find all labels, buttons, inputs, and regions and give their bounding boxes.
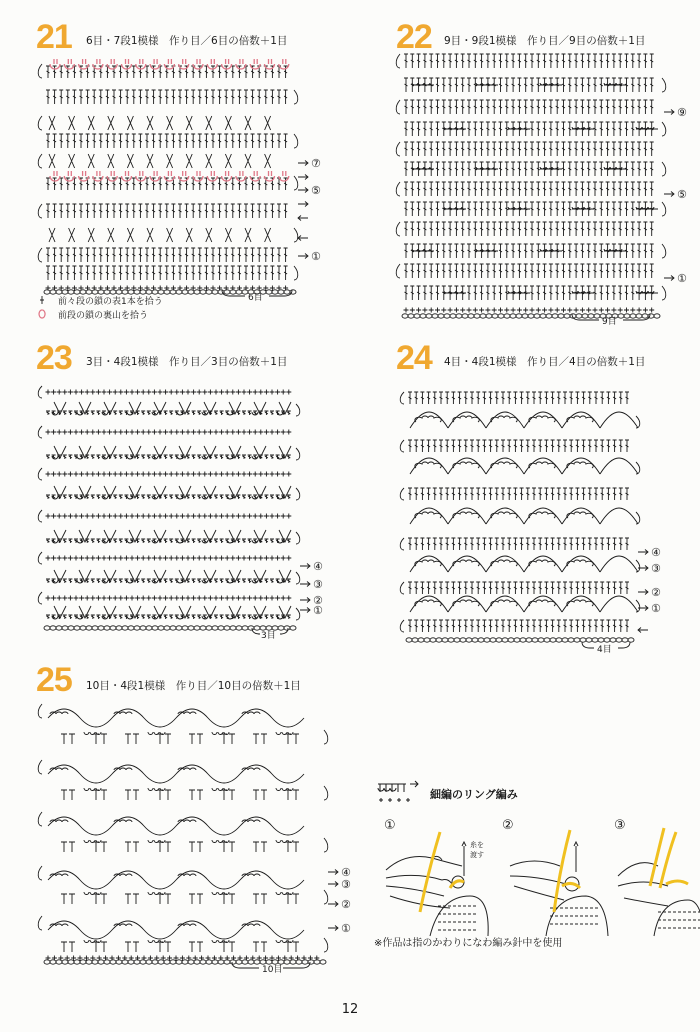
chain-wave	[50, 712, 260, 714]
row-marker: ⑦	[311, 157, 321, 170]
row-marker: ①	[313, 604, 323, 617]
row-marker: ④	[341, 866, 351, 879]
repeat-label: 4目	[597, 645, 612, 655]
turning-chain	[38, 760, 42, 774]
row-marker: ⑤	[677, 188, 687, 201]
wave-row	[48, 765, 304, 783]
repeat-label: 3目	[261, 631, 276, 641]
row-marker: ①	[651, 602, 661, 615]
chain-wave	[50, 874, 260, 876]
row-arrow	[328, 882, 338, 887]
row-arrow	[328, 870, 338, 875]
step-2-illustration	[506, 826, 616, 936]
pattern-number: 24	[396, 339, 432, 377]
wave-row	[48, 921, 304, 939]
double-crochet-group	[61, 894, 299, 904]
ring-stitch-symbol	[376, 776, 436, 806]
legend-item: 前段の鎖の裏山を拾う	[58, 311, 149, 321]
chain-wave	[50, 820, 260, 822]
pattern-number: 22	[396, 18, 432, 56]
chain-wave	[50, 768, 260, 770]
row-arrow	[328, 902, 338, 907]
legend-item: 前々段の鎖の表1本を拾う	[58, 297, 163, 307]
row-marker: ①	[677, 272, 687, 285]
step-label: ②	[502, 818, 514, 833]
turning-chain	[324, 730, 328, 744]
turning-chain	[324, 890, 328, 904]
wave-row	[48, 871, 304, 889]
ring-stitch-title: 細編のリング編み	[430, 788, 518, 801]
repeat-label: 9目	[602, 317, 617, 327]
pattern-number: 25	[36, 661, 72, 699]
turning-chain	[38, 704, 42, 718]
step-label: ③	[614, 818, 626, 833]
turning-chain	[324, 938, 328, 952]
double-crochet-group	[61, 734, 299, 744]
row-marker: ⑨	[677, 106, 687, 119]
row-marker: ②	[651, 586, 661, 599]
step-label: ①	[384, 818, 396, 833]
pattern-description: 10目・4段1模様 作り目／10目の倍数＋1目	[86, 680, 301, 692]
double-crochet-group	[61, 942, 299, 952]
pattern-number: 23	[36, 339, 72, 377]
row-marker: ②	[313, 594, 323, 607]
double-crochet-group	[61, 842, 299, 852]
row-marker: ②	[341, 898, 351, 911]
turning-chain	[38, 866, 42, 880]
step-1-illustration	[380, 826, 490, 936]
pattern-description: 3目・4段1模様 作り目／3目の倍数＋1目	[86, 356, 288, 368]
row-marker: ③	[341, 878, 351, 891]
chain-wave	[50, 924, 260, 926]
repeat-label: 6目	[248, 293, 263, 303]
pattern-number: 21	[36, 18, 72, 56]
row-marker: ③	[313, 578, 323, 591]
double-crochet-group	[61, 790, 299, 800]
chain-row	[44, 960, 326, 964]
pattern-description: 4目・4段1模様 作り目／4目の倍数＋1目	[444, 356, 646, 368]
page-number: 12	[341, 1002, 359, 1017]
turning-chain	[324, 786, 328, 800]
pattern-description: 9目・9段1模様 作り目／9目の倍数＋1目	[444, 35, 646, 47]
wave-row	[48, 709, 304, 727]
turning-chain	[38, 812, 42, 826]
row-marker: ①	[341, 922, 351, 935]
row-marker: ④	[313, 560, 323, 573]
repeat-label: 10目	[262, 965, 283, 975]
turning-chain	[324, 838, 328, 852]
row-arrow	[328, 926, 338, 931]
ring-footnote: ※作品は指のかわりになわ編み針中を使用	[374, 938, 563, 949]
single-crochet-row	[46, 956, 320, 961]
turning-chain	[38, 916, 42, 930]
wave-row	[48, 817, 304, 835]
row-marker: ①	[311, 250, 321, 263]
row-marker: ⑤	[311, 184, 321, 197]
step-3-illustration	[614, 826, 700, 936]
row-marker: ④	[651, 546, 661, 559]
row-marker: ③	[651, 562, 661, 575]
pattern-description: 6目・7段1模様 作り目／6目の倍数＋1目	[86, 35, 288, 47]
step-note: 糸を渡す	[470, 841, 484, 859]
